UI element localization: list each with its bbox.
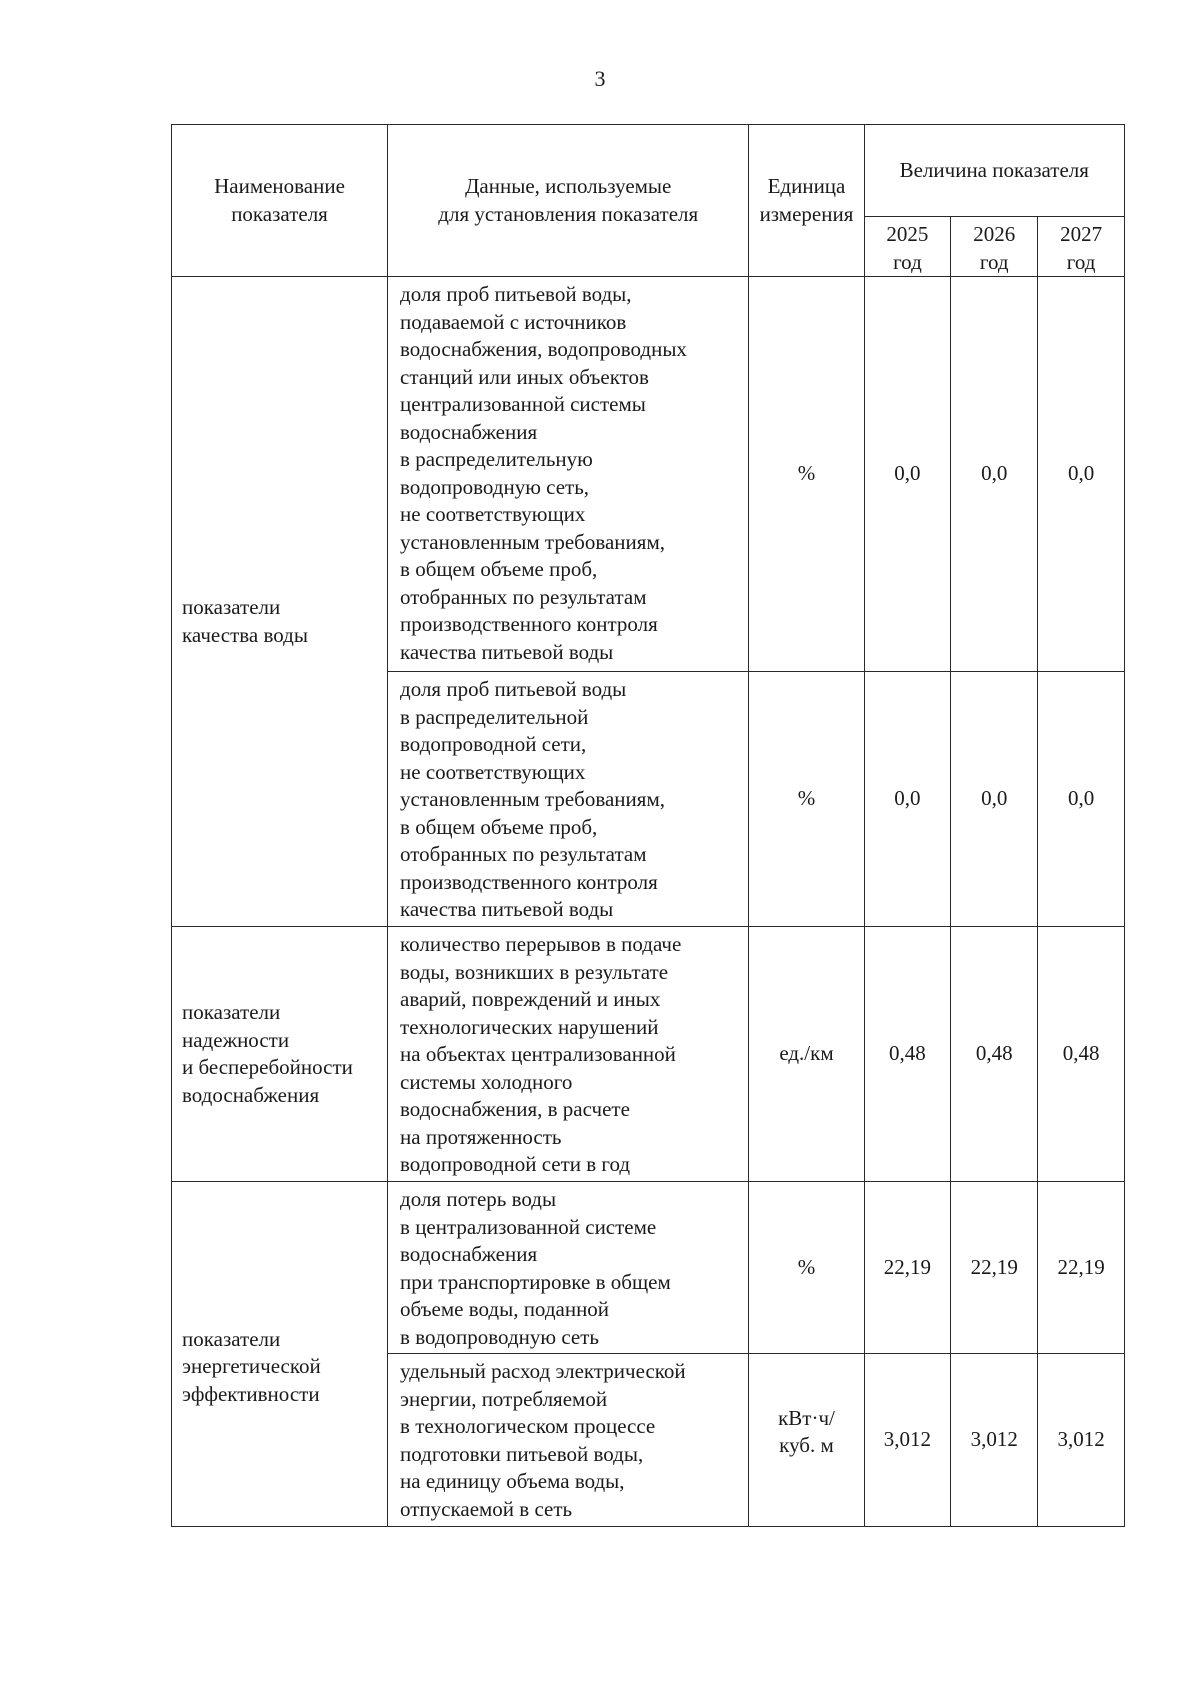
source-data-cell: удельный расход электрической энергии, потребляемой в технологическом процессе подготовки питьевой воды, на единицу объема воды, отпускаемой в сеть [388,1354,749,1527]
value-2025-cell: 0,0 [864,277,951,672]
unit-cell: % [749,1182,864,1354]
value-2027-cell: 0,48 [1038,927,1125,1182]
header-indicator-name: Наименование показателя [172,125,388,277]
table-row [172,927,1125,1182]
value-2025-cell: 3,012 [864,1354,951,1527]
value-2026-cell: 0,0 [951,672,1038,927]
indicators-table [171,124,1125,1527]
value-2025-cell: 0,0 [864,672,951,927]
unit-cell: кВт·ч/ куб. м [749,1354,864,1527]
indicator-name-reliability: показатели надежности и бесперебойности водоснабжения [172,927,388,1182]
header-year-2027: 2027 год [1038,217,1125,277]
value-2027-cell: 0,0 [1038,277,1125,672]
table-row [172,277,1125,672]
unit-cell: % [749,277,864,672]
value-2027-cell: 22,19 [1038,1182,1125,1354]
unit-cell: % [749,672,864,927]
indicator-name-quality: показатели качества воды [172,277,388,927]
source-data-cell: доля потерь воды в централизованной системе водоснабжения при транспортировке в общем объеме воды, поданной в водопроводную сеть [388,1182,749,1354]
value-2026-cell: 0,0 [951,277,1038,672]
unit-cell: ед./км [749,927,864,1182]
value-2026-cell: 3,012 [951,1354,1038,1527]
source-data-cell: доля проб питьевой воды, подаваемой с источников водоснабжения, водопроводных станций или иных объектов централизованной системы водоснабжения в распределительную водопроводную сеть, не соответствующих установленным требованиям, в общем объеме проб, отобранных по результатам производственного контроля качества питьевой воды [388,277,749,672]
value-2027-cell: 0,0 [1038,672,1125,927]
value-2026-cell: 0,48 [951,927,1038,1182]
header-unit: Единица измерения [749,125,864,277]
source-data-cell: количество перерывов в подаче воды, возникших в результате аварий, повреждений и иных технологических нарушений на объектах централизованной системы холодного водоснабжения, в расчете на протяженность водопроводной сети в год [388,927,749,1182]
header-source-data: Данные, используемые для установления показателя [388,125,749,277]
header-year-2026: 2026 год [951,217,1038,277]
header-value-group: Величина показателя [864,125,1124,217]
value-2025-cell: 22,19 [864,1182,951,1354]
indicator-name-energy: показатели энергетической эффективности [172,1182,388,1527]
page-number: 3 [594,66,606,91]
table-row [172,1182,1125,1354]
source-data-cell: доля проб питьевой воды в распределительной водопроводной сети, не соответствующих установленным требованиям, в общем объеме проб, отобранных по результатам производственного контроля качества питьевой воды [388,672,749,927]
value-2026-cell: 22,19 [951,1182,1038,1354]
value-2027-cell: 3,012 [1038,1354,1125,1527]
value-2025-cell: 0,48 [864,927,951,1182]
header-year-2025: 2025 год [864,217,951,277]
